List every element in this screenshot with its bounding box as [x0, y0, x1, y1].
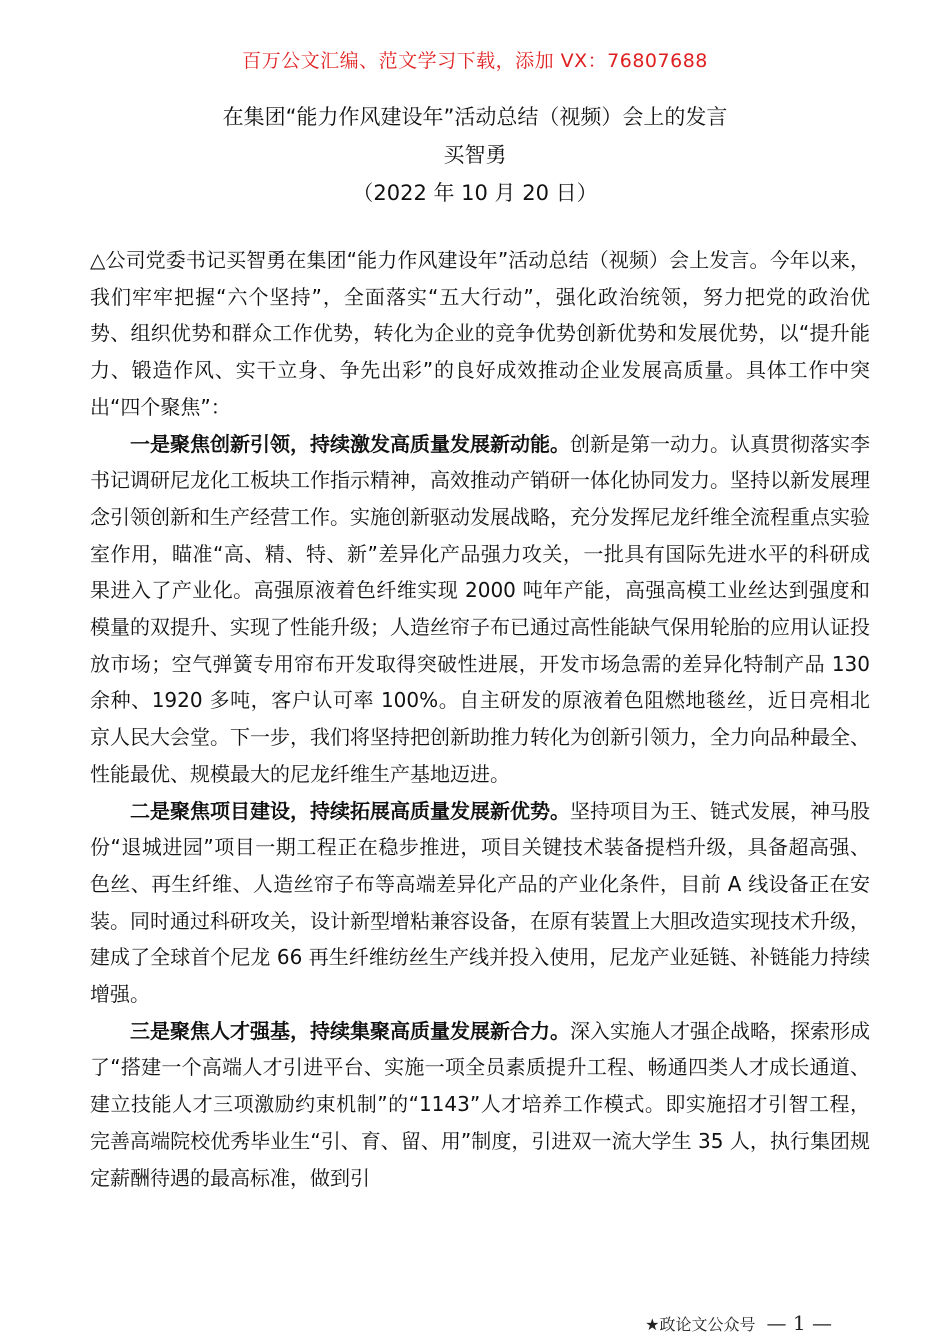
footer-label: ★政论文公众号 — [645, 1315, 756, 1334]
page-footer — [645, 1311, 832, 1335]
section-heading-2: 二是聚焦项目建设，持续拓展高质量发展新优势。 — [130, 798, 570, 823]
section-heading-3: 三是聚焦人才强基，持续集聚高质量发展新合力。 — [130, 1018, 570, 1043]
section-heading-1: 一是聚焦创新引领，持续激发高质量发展新动能。 — [130, 431, 570, 456]
section-paragraph-1 — [90, 426, 870, 793]
section-paragraph-3 — [90, 1013, 870, 1197]
section-text-3: 深入实施人才强企战略，探索形成了“搭建一个高端人才引进平台、实施一项全员素质提升工程、畅通四类人才成长通道、建立技能人才三项激励约束机制”的“1143”人才培养工作模式。即实施招才引智工程，完善高端院校优秀毕业生“引、育、留、用”制度，引进双一流大学生 35 人，执行集团规定薪酬待遇的最高标准，做到引 — [90, 1018, 870, 1190]
document-body — [90, 242, 870, 1196]
intro-paragraph: △公司党委书记买智勇在集团“能力作风建设年”活动总结（视频）会上发言。今年以来，我们牢牢把握“六个坚持”，全面落实“五大行动”，强化政治统领，努力把党的政治优势、组织优势和群众工作优势，转化为企业的竞争优势创新优势和发展优势，以“提升能力、锻造作风、实干立身、争先出彩”的良好成效推动企业发展高质量。具体工作中突出“四个聚焦”： — [90, 248, 870, 419]
document-date: （2022 年 10 月 20 日） — [352, 181, 598, 205]
section-text-1: 创新是第一动力。认真贯彻落实李书记调研尼龙化工板块工作指示精神，高效推动产销研一体化协同发力。坚持以新发展理念引领创新和生产经营工作。实施创新驱动发展战略，充分发挥尼龙纤维全流程重点实验室作用，瞄准“高、精、特、新”差异化产品强力攻关，一批具有国际先进水平的科研成果进入了产业化。高强原液着色纤维实现 2000 吨年产能，高强高模工业丝达到强度和模量的双提升、实现了性能升级；人造丝帘子布已通过高性能缺气保用轮胎的应用认证投放市场；空气弹簧专用帘布开发取得突破性进展，开发市场急需的差异化特制产品 130 余种、1920 多吨，客户认可率 100%。自主研发的原液着色阻燃地毯丝，近日亮相北京人民大会堂。下一步，我们将坚持把创新助推力转化为创新引领力，全力向品种最全、性能最优、规模最大的尼龙纤维生产基地迈进。 — [90, 431, 870, 786]
section-paragraph-2 — [90, 793, 870, 1013]
title-block — [0, 98, 950, 212]
section-text-2: 坚持项目为王、链式发展，神马股份“退城进园”项目一期工程正在稳步推进，项目关键技术装备提档升级，具备超高强、色丝、再生纤维、人造丝帘子布等高端差异化产品的产业化条件，目前 A 线设备正在安装。同时通过科研攻关，设计新型增粘兼容设备，在原有装置上大胆改造实现技术升级，建成了全球首个尼龙 66 再生纤维纺丝生产线并投入使用，尼龙产业延链、补链能力持续增强。 — [90, 798, 870, 1007]
document-author: 买智勇 — [443, 143, 507, 167]
document-title: 在集团“能力作风建设年”活动总结（视频）会上的发言 — [222, 105, 728, 129]
page-number: — 1 — — [766, 1311, 832, 1335]
header-banner: 百万公文汇编、范文学习下载，添加 VX：76807688 — [242, 50, 708, 72]
